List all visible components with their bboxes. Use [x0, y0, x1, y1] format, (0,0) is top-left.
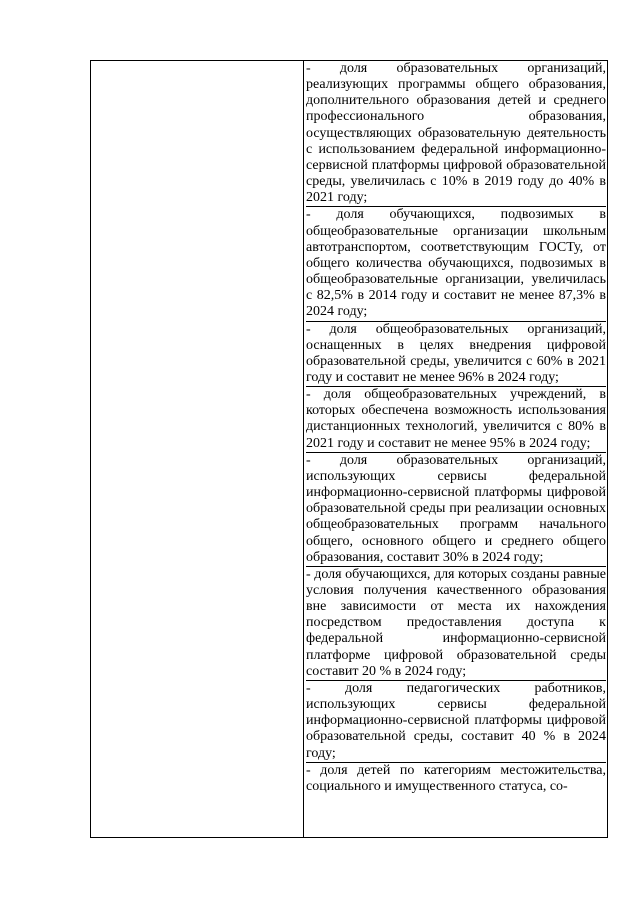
indicator-item: - доля образовательных организаций, реализующих программы общего образования, дополнительного образования детей и среднего профессионального образования, осуществляющих образовательную деятельность с использованием федеральной информационно-сервисной платформы цифровой образовательной среды, увеличилась с 10% в 2019 году до 40% в 2021 году;	[306, 61, 606, 206]
table-row	[306, 387, 606, 453]
table-left-cell	[91, 61, 304, 837]
table-row	[306, 763, 606, 795]
indicator-item: - доля обучающихся, подвозимых в общеобразовательные организации школьным автотранспортом, соответствующим ГОСТу, от общего количества обучающихся, подвозимых в общеобразовательные организации, увеличилась с 82,5% в 2014 году и составит не менее 87,3% в 2024 году;	[306, 207, 606, 320]
table-row	[306, 453, 606, 567]
table-row	[306, 61, 606, 207]
table-right-cell	[304, 61, 607, 837]
table-row	[306, 567, 606, 681]
document-table	[90, 60, 608, 838]
indicator-item: - доля общеобразовательных организаций, оснащенных в целях внедрения цифровой образовательной среды, увеличится с 60% в 2021 году и составит не менее 96% в 2024 году;	[306, 321, 606, 385]
indicator-item: - доля обучающихся, для которых созданы равные условия получения качественного образования вне зависимости от места их нахождения посредством предоставления доступа к федеральной информационно-сервисной платформе цифровой образовательной среды составит 20 % в 2024 году;	[306, 566, 606, 679]
table-row	[306, 322, 606, 388]
indicator-item: - доля педагогических работников, использующих сервисы федеральной информационно-сервисной платформы цифровой образовательной среды, составит 40 % в 2024 году;	[306, 680, 606, 761]
indicator-item: - доля образовательных организаций, использующих сервисы федеральной информационно-сервисной платформы цифровой образовательной среды при реализации основных общеобразовательных программ начального общего, основного общего и среднего общего образования, составит 30% в 2024 году;	[306, 452, 606, 565]
indicator-item: - доля детей по категориям местожительства, социального и имущественного статуса, со-	[306, 762, 606, 794]
table-row	[306, 681, 606, 763]
table-row	[306, 207, 606, 321]
indicator-item: - доля общеобразовательных учреждений, в которых обеспечена возможность использования дистанционных технологий, увеличится с 80% в 2021 году и составит не менее 95% в 2024 году;	[306, 387, 606, 451]
